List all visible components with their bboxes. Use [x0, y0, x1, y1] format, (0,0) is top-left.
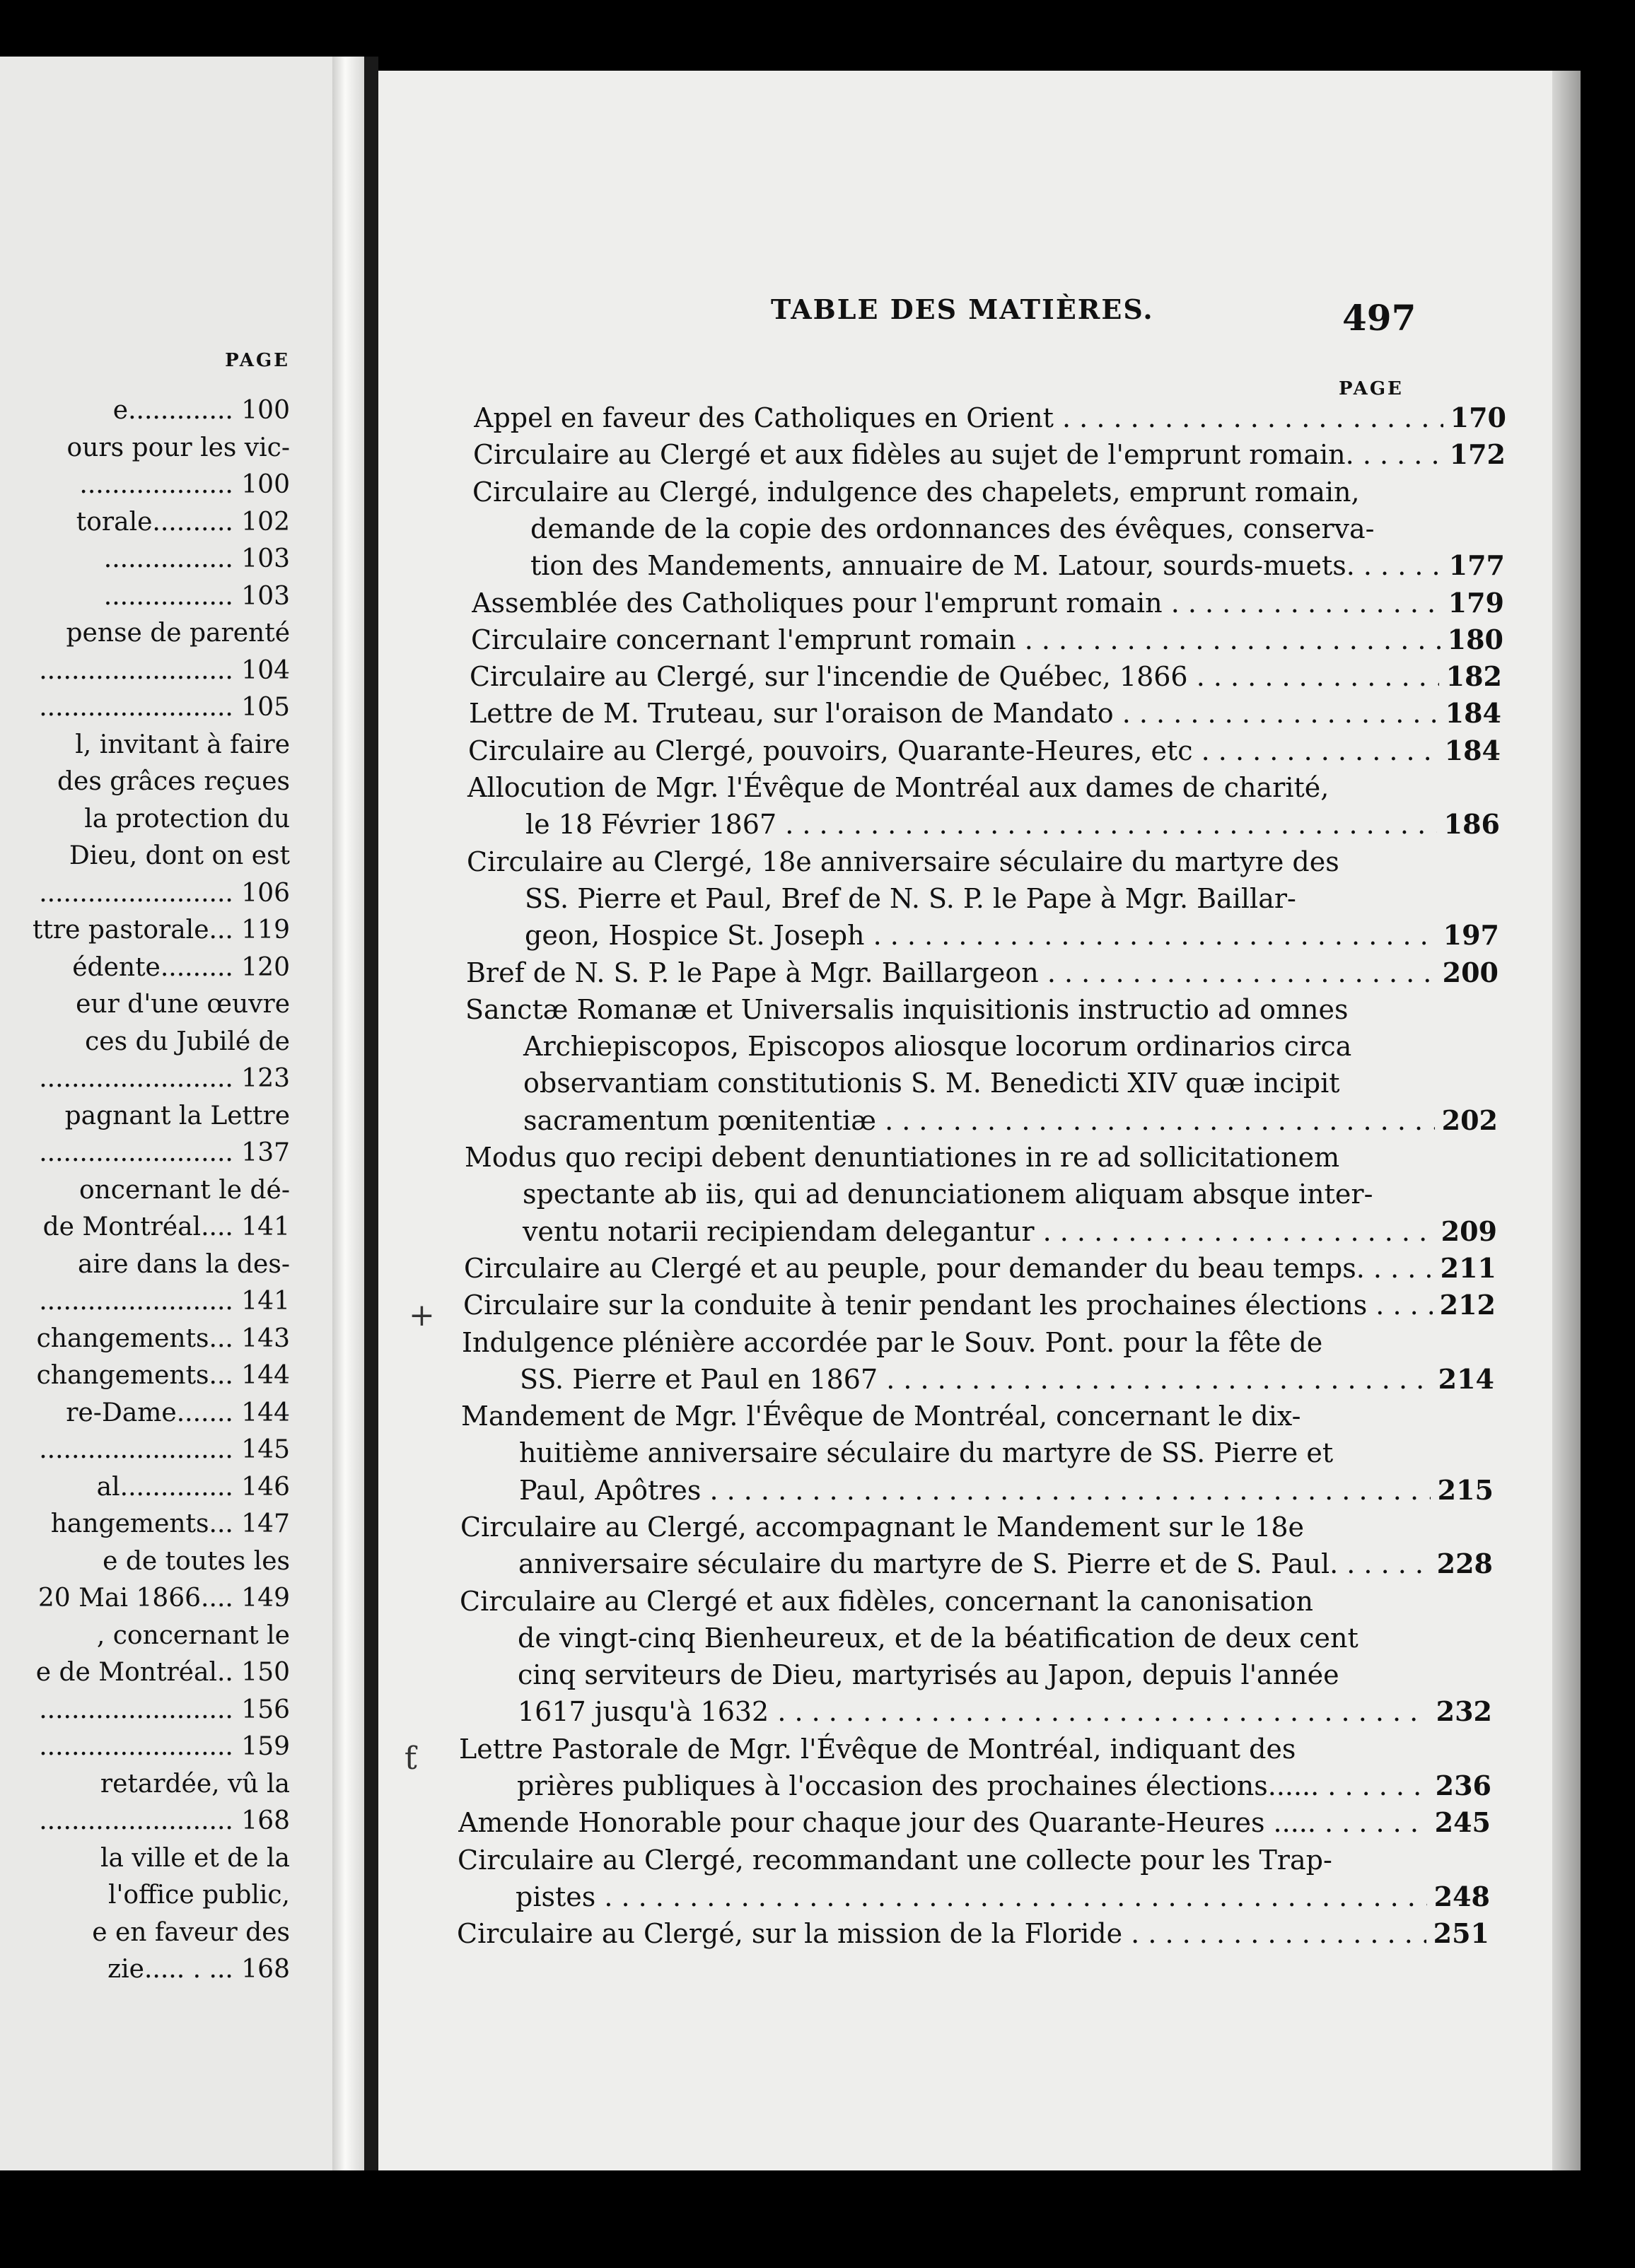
toc-entry [473, 436, 1506, 473]
left-page-line: ........................ 105 [39, 693, 290, 722]
toc-entry [458, 1804, 1491, 1841]
left-page-line: e de Montréal.. 150 [35, 1658, 290, 1687]
toc-entry [467, 843, 1499, 954]
left-page-line: Dieu, dont on est [69, 841, 290, 870]
toc-entry [464, 1250, 1496, 1287]
toc-page-number: 197 [1436, 917, 1499, 954]
toc-entry [465, 1139, 1497, 1250]
toc-entry [462, 1324, 1494, 1398]
toc-entry-line: Indulgence plénière accordée par le Souv. Pont. pour la fête de [462, 1326, 1323, 1358]
left-page-line: édente......... 120 [72, 952, 290, 982]
toc-entry-line: Circulaire au Clergé, recommandant une collecte pour les Trap- [458, 1844, 1332, 1876]
left-page-line: l, invitant à faire [75, 730, 290, 759]
toc-entry-line: de vingt-cinq Bienheureux, et de la béatification de deux cent [518, 1622, 1358, 1654]
toc-entry-line: cinq serviteurs de Dieu, martyrisés au Japon, depuis l'année [518, 1659, 1339, 1691]
toc-page-number: 211 [1433, 1250, 1496, 1287]
toc-entry-line: spectante ab iis, qui ad denunciationem aliquam absque inter- [523, 1179, 1373, 1210]
toc-page-number: 209 [1434, 1213, 1497, 1250]
left-page-line: torale.......... 102 [76, 507, 290, 537]
left-page-line: e en faveur des [92, 1917, 290, 1947]
left-page-line: ces du Jubilé de [85, 1027, 290, 1056]
left-page-line: pagnant la Lettre [64, 1101, 290, 1130]
left-page-line: pense de parenté [66, 619, 290, 648]
toc-entry [470, 658, 1502, 695]
left-page-line: ........................ 159 [39, 1732, 290, 1761]
toc-entry-line: Circulaire au Clergé, sur la mission de la Floride . . . [457, 1915, 1447, 1952]
toc-entry [463, 1287, 1496, 1323]
toc-page-number: 170 [1443, 399, 1506, 436]
toc-entry-line: tion des Mandements, annuaire de M. Latour, sourds-muets. . . . [472, 547, 1462, 584]
toc-entry-line: le 18 Février 1867 . . . [467, 806, 1457, 843]
page-number: 497 [1342, 297, 1416, 339]
left-page-line: hangements... 147 [50, 1509, 290, 1538]
left-page-line: la protection du [84, 804, 290, 834]
toc-entry-line: Circulaire concernant l'emprunt romain . . . [471, 621, 1461, 658]
toc-entry [467, 769, 1500, 843]
left-page-line: l'office public, [108, 1881, 290, 1910]
left-page-line: aire dans la des- [78, 1249, 290, 1279]
toc-entry-line: Circulaire au Clergé et aux fidèles, concernant la canonisation [460, 1585, 1314, 1617]
margin-mark-cross: + [409, 1297, 435, 1333]
toc-page-number: 177 [1442, 547, 1505, 584]
toc-entry [474, 399, 1506, 436]
toc-entry-line: observantiam constitutionis S. M. Benedicti XIV quæ incipit [523, 1068, 1340, 1099]
toc-entry [469, 695, 1501, 732]
left-page-line: ........................ 137 [39, 1138, 290, 1167]
toc-entry-line: Amende Honorable pour chaque jour des Quarante-Heures ..... . . . [458, 1804, 1448, 1841]
toc-page-number: 184 [1438, 695, 1501, 732]
left-page-line: changements... 144 [36, 1361, 290, 1390]
margin-mark-tick: ƭ [405, 1741, 417, 1777]
left-page-line: ours pour les vic- [66, 433, 290, 462]
left-page-line: ........................ 104 [39, 655, 290, 685]
toc-page-number: 212 [1433, 1287, 1496, 1323]
left-page-line: ........................ 145 [39, 1435, 290, 1464]
toc-page-number: 248 [1427, 1878, 1490, 1915]
toc-entry-line: anniversaire séculaire du martyre de S. Pierre et de S. Paul. . . . [460, 1545, 1450, 1582]
left-page-line: retardée, vû la [100, 1769, 290, 1799]
toc-entry-line: Modus quo recipi debent denuntiationes in re ad sollicitationem [465, 1142, 1340, 1173]
left-page-line: oncernant le dé- [78, 1175, 290, 1205]
toc-page-number: 214 [1431, 1361, 1494, 1398]
toc-page-number: 202 [1435, 1102, 1498, 1139]
toc-page-number: 215 [1431, 1472, 1494, 1509]
toc-entry-line: huitième anniversaire séculaire du martyre de SS. Pierre et [519, 1437, 1334, 1469]
toc-entry-line: SS. Pierre et Paul en 1867 . . . [462, 1361, 1452, 1398]
toc-entry-line: Sanctæ Romanæ et Universalis inquisitionis instructio ad omnes [465, 993, 1349, 1025]
toc-page-number: 180 [1441, 621, 1503, 658]
toc-entry-line: Circulaire au Clergé, accompagnant le Mandement sur le 18e [460, 1512, 1304, 1543]
toc-entry-line: Circulaire au Clergé, 18e anniversaire séculaire du martyre des [467, 846, 1339, 877]
left-page-line: des grâces reçues [57, 767, 290, 796]
toc-entry-line: demande de la copie des ordonnances des évêques, conserva- [530, 513, 1375, 544]
left-page-line: 20 Mai 1866.... 149 [37, 1584, 290, 1613]
left-page-line: la ville et de la [100, 1843, 290, 1873]
left-page-line: , concernant le [96, 1620, 290, 1650]
toc-page-number: 228 [1430, 1545, 1493, 1582]
toc-entry [471, 621, 1503, 658]
left-page-line: e............. 100 [112, 396, 290, 425]
toc-entry [465, 991, 1498, 1139]
toc-entry [459, 1731, 1491, 1805]
left-page-line: changements... 143 [36, 1323, 290, 1353]
page-column-label: PAGE [1339, 378, 1404, 399]
running-title: TABLE DES MATIÈRES. [771, 293, 1154, 325]
toc-entry [460, 1583, 1492, 1731]
toc-entry [460, 1509, 1493, 1583]
toc-entry-line: geon, Hospice St. Joseph . . . [467, 917, 1457, 954]
toc-entry-line: pistes . . . [458, 1878, 1448, 1915]
toc-page-number: 251 [1426, 1915, 1489, 1952]
toc-page-number: 232 [1429, 1693, 1492, 1730]
toc-page-number: 179 [1441, 585, 1504, 621]
toc-entry-line: SS. Pierre et Paul, Bref de N. S. P. le Pape à Mgr. Baillar- [525, 882, 1296, 914]
toc-entry [458, 1842, 1490, 1916]
left-page-line: ........................ 123 [39, 1064, 290, 1093]
left-page-line: ................... 100 [79, 470, 290, 499]
toc-entry-line: Mandement de Mgr. l'Évêque de Montréal, concernant le dix- [461, 1401, 1301, 1432]
toc-entry-line: Lettre Pastorale de Mgr. l'Évêque de Montréal, indiquant des [459, 1733, 1296, 1765]
toc-entry [468, 732, 1501, 769]
toc-entry-line: Circulaire sur la conduite à tenir pendant les prochaines élections . . . [463, 1287, 1453, 1323]
toc-entry-line: Circulaire au Clergé, indulgence des chapelets, emprunt romain, [472, 476, 1360, 508]
left-page-line: re-Dame....... 144 [66, 1398, 290, 1427]
toc-entry-line: Circulaire au Clergé et au peuple, pour demander du beau temps. . . . [464, 1250, 1454, 1287]
toc-entry [472, 474, 1505, 585]
left-page-line: zie..... . ... 168 [107, 1955, 290, 1984]
toc-page-number: 184 [1438, 732, 1501, 769]
toc-entry [466, 954, 1499, 991]
toc-entry [472, 585, 1504, 621]
toc-entry-line: Circulaire au Clergé, pouvoirs, Quarante-Heures, etc . . . [468, 732, 1458, 769]
left-page-line: eur d'une œuvre [76, 990, 290, 1019]
toc-entry [457, 1915, 1489, 1952]
left-page-line: ttre pastorale... 119 [33, 916, 290, 945]
toc-entry-line: Bref de N. S. P. le Pape à Mgr. Baillargeon . . . [466, 954, 1456, 991]
toc-entry-line: Paul, Apôtres . . . [461, 1472, 1451, 1509]
left-page-line: ........................ 106 [39, 878, 290, 908]
toc-entry-line: 1617 jusqu'à 1632 . . . [460, 1693, 1450, 1730]
toc-entry-line: Archiepiscopos, Episcopos aliosque locorum ordinarios circa [523, 1031, 1352, 1063]
left-page-line: al.............. 146 [96, 1472, 290, 1502]
toc-entry-line: Circulaire au Clergé et aux fidèles au sujet de l'emprunt romain. . . . [473, 436, 1463, 473]
toc-page-number: 236 [1429, 1767, 1491, 1804]
toc-entry-line: ventu notarii recipiendam delegantur . . . [465, 1213, 1455, 1250]
left-page-line: ................ 103 [103, 581, 290, 611]
left-page-line: e de toutes les [103, 1546, 290, 1576]
left-page-line: ........................ 168 [39, 1806, 290, 1835]
toc-page-number: 200 [1436, 954, 1499, 991]
toc-page-number: 172 [1443, 436, 1506, 473]
left-page-line: ........................ 156 [39, 1695, 290, 1724]
toc-entry-line: Circulaire au Clergé, sur l'incendie de Québec, 1866 . . . [470, 658, 1460, 695]
left-page-line: ................ 103 [103, 544, 290, 573]
left-page-line: ........................ 141 [39, 1287, 290, 1316]
toc-entry-line: Appel en faveur des Catholiques en Orient . . . [474, 399, 1464, 436]
toc-page-number: 182 [1439, 658, 1502, 695]
toc-entry-line: Lettre de M. Truteau, sur l'oraison de Mandato . . . [469, 695, 1459, 732]
left-page-line: de Montréal.... 141 [42, 1212, 290, 1241]
left-page-column-label: PAGE [225, 350, 290, 371]
toc-entry-line: prières publiques à l'occasion des prochaines élections...... . . . [459, 1767, 1449, 1804]
toc-page-number: 186 [1437, 806, 1500, 843]
toc-entry [461, 1398, 1494, 1509]
toc-entry-line: Allocution de Mgr. l'Évêque de Montréal aux dames de charité, [467, 772, 1329, 803]
toc-entry-line: Assemblée des Catholiques pour l'emprunt romain . . . [472, 585, 1462, 621]
toc-page-number: 245 [1428, 1804, 1491, 1841]
toc-entry-line: sacramentum pœnitentiæ . . . [465, 1102, 1455, 1139]
